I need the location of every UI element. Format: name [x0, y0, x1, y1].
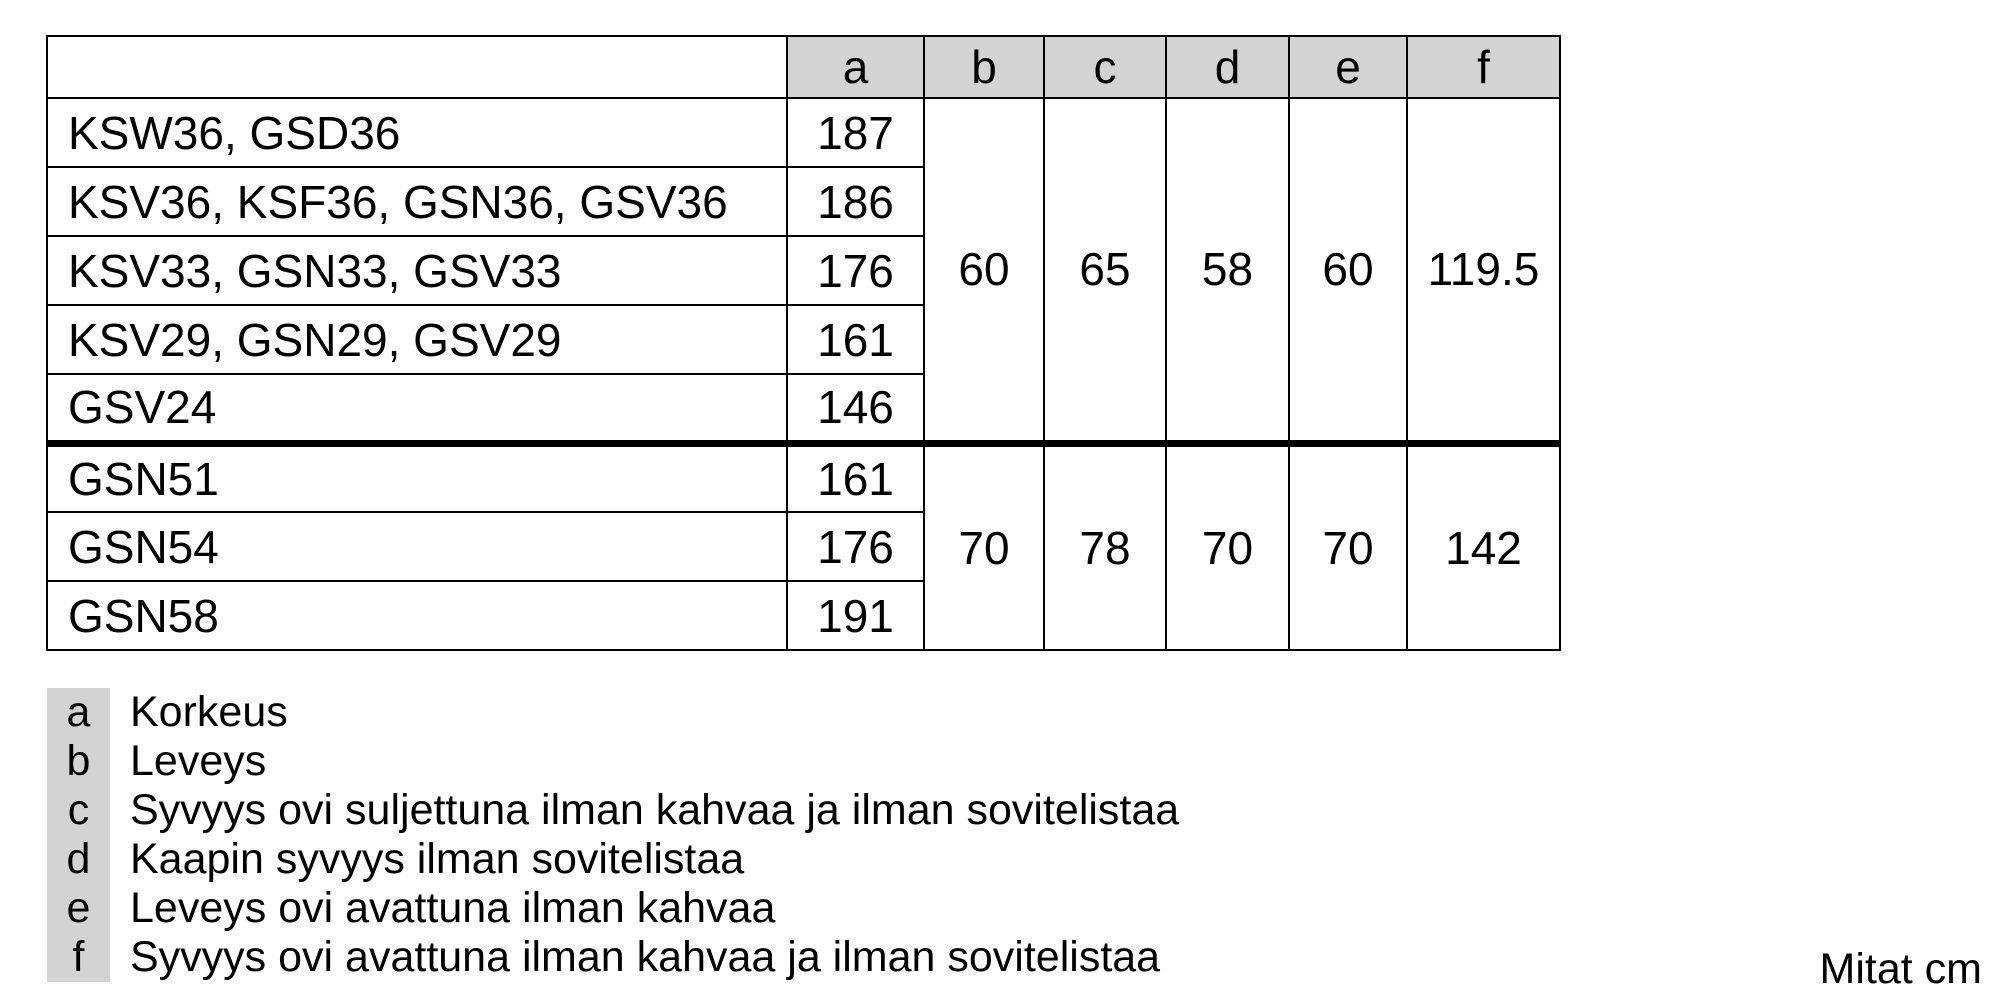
legend-text: Leveys ovi avattuna ilman kahvaa: [130, 884, 776, 932]
legend-item: [47, 737, 1179, 786]
legend-item: [47, 884, 1179, 933]
model-cell: KSV29, GSN29, GSV29: [47, 305, 787, 374]
header-f: f: [1407, 36, 1560, 98]
height-cell: 176: [787, 236, 924, 305]
table-header: [47, 36, 1560, 98]
legend-text: Syvyys ovi suljettuna ilman kahvaa ja ilman sovitelistaa: [130, 786, 1180, 834]
height-cell: 146: [787, 374, 924, 443]
legend-item: [47, 688, 1179, 737]
height-cell: 191: [787, 581, 924, 650]
legend-text: Leveys: [130, 737, 267, 785]
header-e: e: [1289, 36, 1407, 98]
depth-closed-value: 78: [1044, 443, 1166, 650]
legend-key: f: [47, 933, 110, 982]
height-cell: 161: [787, 443, 924, 512]
model-cell: GSN51: [47, 443, 787, 512]
model-cell: GSV24: [47, 374, 787, 443]
model-cell: GSN54: [47, 512, 787, 581]
model-cell: KSW36, GSD36: [47, 98, 787, 167]
cabinet-depth-value: 58: [1166, 98, 1289, 443]
table-group-2: [47, 443, 1560, 650]
width-value: 70: [924, 443, 1044, 650]
table-row: [47, 98, 1560, 167]
height-cell: 176: [787, 512, 924, 581]
units-note: Mitat cm: [1819, 945, 1982, 994]
header-blank-cell: [47, 36, 787, 98]
model-cell: GSN58: [47, 581, 787, 650]
height-cell: 186: [787, 167, 924, 236]
legend-text: Kaapin syvyys ilman sovitelistaa: [130, 835, 745, 883]
header-c: c: [1044, 36, 1166, 98]
header-d: d: [1166, 36, 1289, 98]
legend-text: Korkeus: [130, 688, 288, 736]
header-a: a: [787, 36, 924, 98]
width-open-value: 70: [1289, 443, 1407, 650]
legend: [47, 688, 1179, 982]
header-b: b: [924, 36, 1044, 98]
height-cell: 187: [787, 98, 924, 167]
legend-key: d: [47, 835, 110, 884]
legend-key: b: [47, 737, 110, 786]
legend-text: Syvyys ovi avattuna ilman kahvaa ja ilman sovitelistaa: [130, 933, 1161, 981]
model-cell: KSV33, GSN33, GSV33: [47, 236, 787, 305]
depth-closed-value: 65: [1044, 98, 1166, 443]
legend-item: [47, 933, 1179, 982]
table-group-1: [47, 98, 1560, 443]
depth-open-value: 142: [1407, 443, 1560, 650]
width-open-value: 60: [1289, 98, 1407, 443]
legend-key: c: [47, 786, 110, 835]
legend-item: [47, 835, 1179, 884]
legend-key: a: [47, 688, 110, 737]
legend-key: e: [47, 884, 110, 933]
height-cell: 161: [787, 305, 924, 374]
depth-open-value: 119.5: [1407, 98, 1560, 443]
dimensions-table: [46, 35, 1561, 651]
table-row: [47, 443, 1560, 512]
model-cell: KSV36, KSF36, GSN36, GSV36: [47, 167, 787, 236]
width-value: 60: [924, 98, 1044, 443]
cabinet-depth-value: 70: [1166, 443, 1289, 650]
legend-item: [47, 786, 1179, 835]
